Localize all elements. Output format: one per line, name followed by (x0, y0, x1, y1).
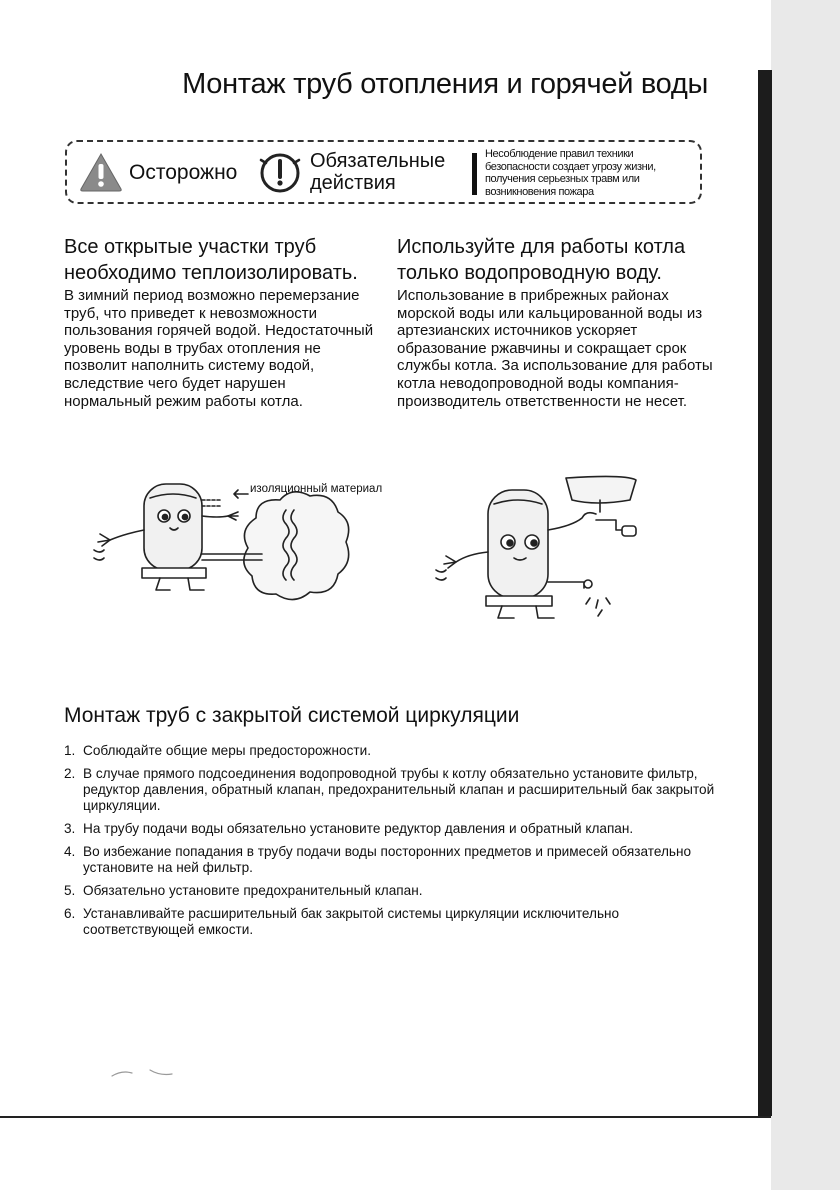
warning-triangle-icon (79, 152, 123, 197)
step-text: На трубу подачи воды обязательно установите редуктор давления и обратный клапан. (83, 821, 634, 836)
step-text: Во избежание попадания в трубу подачи воды посторонних предметов и примесей обязательно установите на ней фильтр. (83, 844, 692, 875)
caution-label: Осторожно (129, 161, 238, 184)
step-number: 5. (64, 883, 76, 898)
step-item (64, 821, 724, 837)
step-text: Устанавливайте расширительный бак закрытой системы циркуляции исключительно соответствующей емкости. (83, 906, 620, 937)
step-text: В случае прямого подсоединения водопроводной трубы к котлу обязательно установите фильтр, редуктор давления, обратный клапан, предохранительный клапан и расширительный бак закрытой циркуляции. (83, 766, 715, 813)
page-title: Монтаж труб отопления и горячей воды (182, 68, 708, 100)
footer-squiggle (108, 1066, 178, 1085)
right-body: Использование в прибрежных районах морской воды или кальцированной воды из артезианских источников ускоряет образование ржавчины и сокращает срок службы котла. За использование для работы котла неводопроводной воды компания-производитель ответственности не несет. (397, 287, 713, 410)
step-number: 3. (64, 821, 76, 836)
left-body: В зимний период возможно перемерзание труб, что приведет к невозможности пользования горячей водой. Недостаточный уровень воды в трубах отопления не позволит наполнить систему водой, вследствие чего будет нарушен нормальный режим работы котла. (64, 287, 374, 410)
insulation-label: изоляционный материал (250, 483, 383, 495)
bottom-rule (0, 1116, 771, 1118)
warning-box (65, 140, 702, 204)
step-number: 4. (64, 844, 76, 859)
step-item (64, 766, 724, 814)
warning-divider (472, 153, 477, 195)
steps-list (64, 743, 724, 945)
exclamation-circle-icon (258, 151, 302, 200)
warning-text: Несоблюдение правил техники безопасности создает угрозу жизни, получения серьезных травм или возникновения пожара (485, 148, 656, 198)
right-heading: Используйте для работы котла только водопроводную воду. (397, 236, 686, 284)
step-number: 1. (64, 743, 76, 758)
mandatory-label: Обязательные действия (310, 150, 446, 194)
step-number: 6. (64, 906, 76, 921)
step-text: Обязательно установите предохранительный клапан. (83, 883, 423, 898)
step-item (64, 906, 724, 938)
step-item (64, 743, 724, 759)
section-heading: Монтаж труб с закрытой системой циркуляции (64, 704, 520, 727)
water-supply-illustration (426, 470, 656, 640)
side-bar (758, 70, 772, 1116)
step-item (64, 844, 724, 876)
side-strip (771, 0, 840, 1190)
step-number: 2. (64, 766, 76, 781)
left-heading: Все открытые участки труб необходимо теплоизолировать. (64, 236, 358, 284)
step-item (64, 883, 724, 899)
step-text: Соблюдайте общие меры предосторожности. (83, 743, 371, 758)
